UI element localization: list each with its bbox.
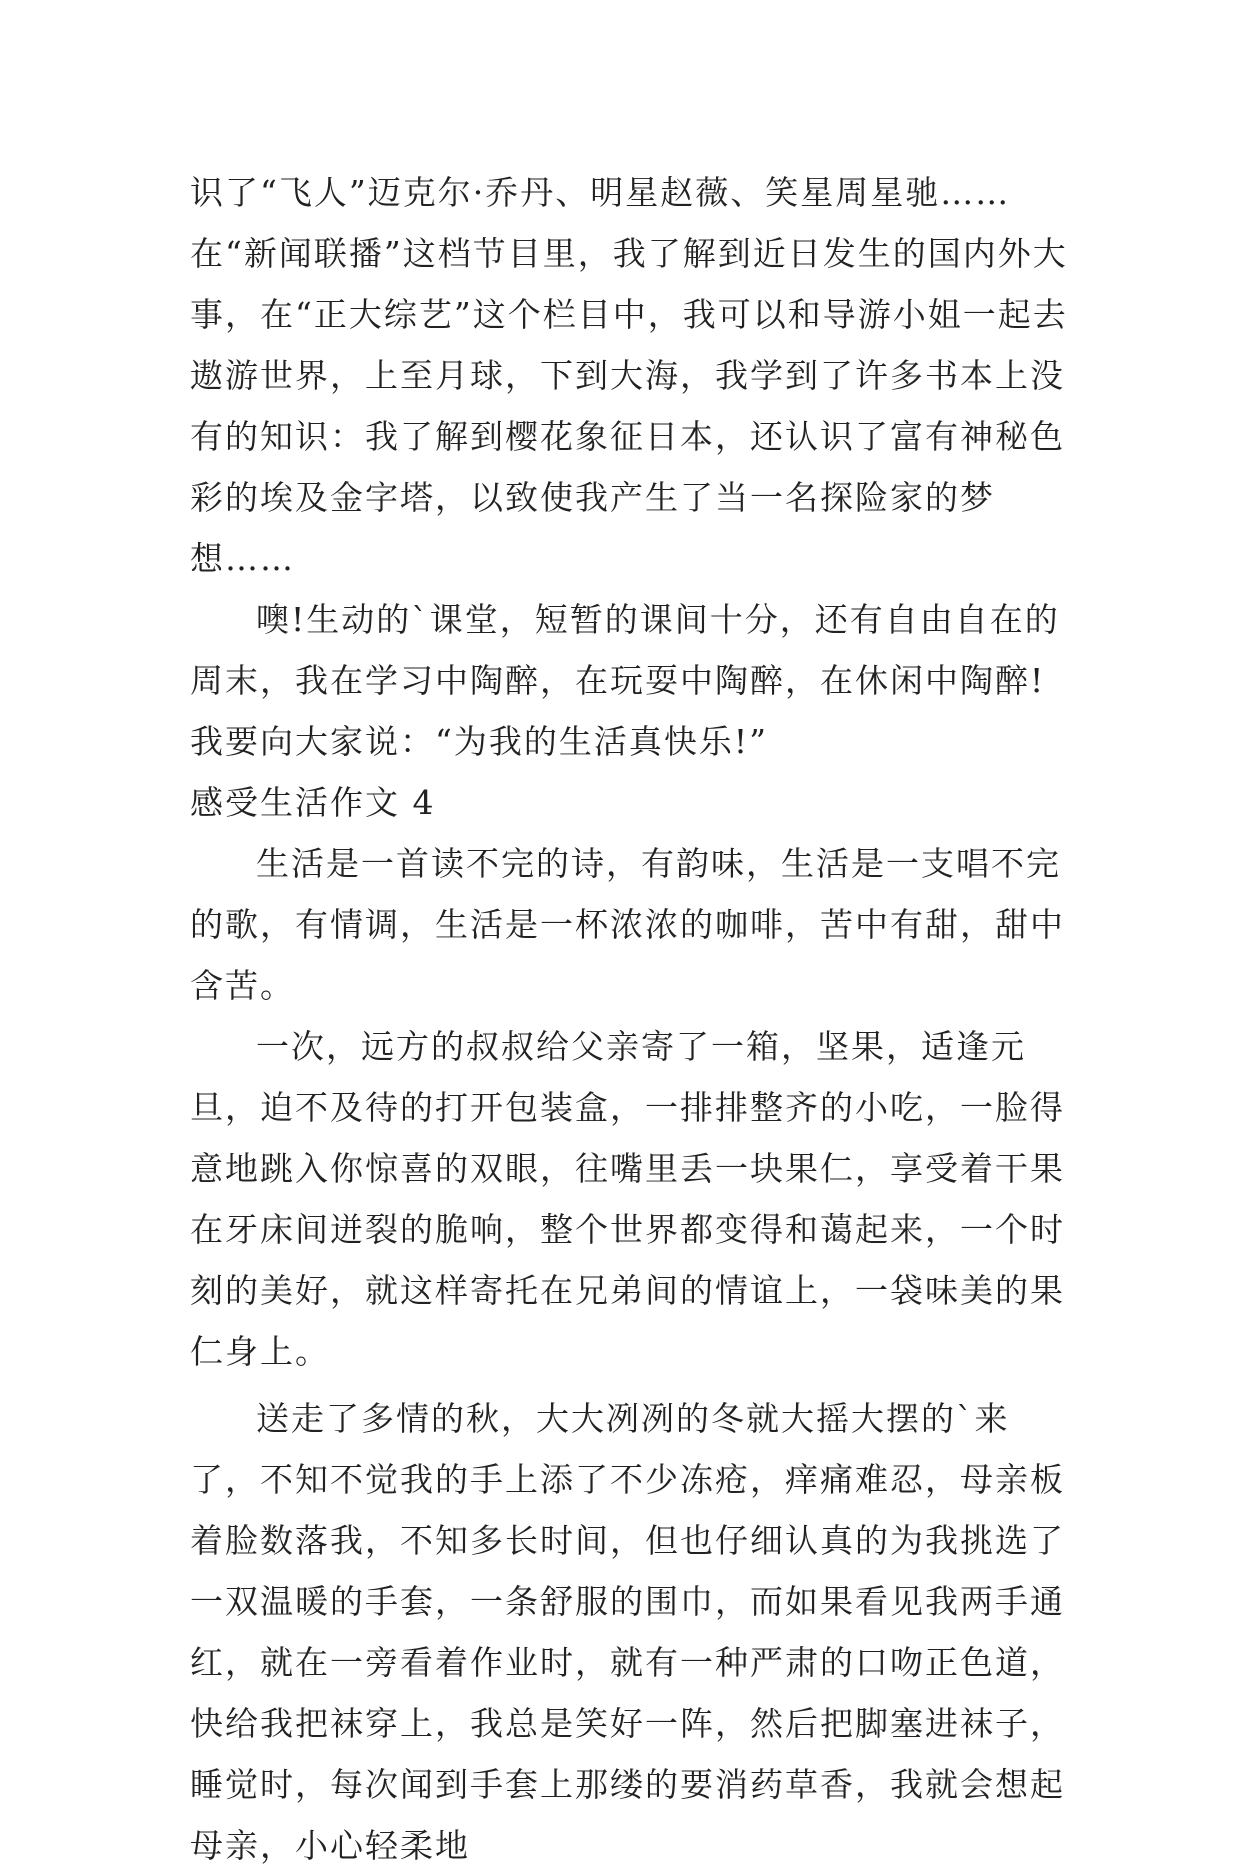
- paragraph: 送走了多情的秋，大大冽冽的冬就大摇大摆的`来了，不知不觉我的手上添了不少冻疮，痒痛难忍，母亲板着脸数落我，不知多长时间，但也仔细认真的为我挑选了一双温暖的手套，一条舒服的围巾，而如果看见我两手通红，就在一旁看着作业时，就有一种严肃的口吻正色道，快给我把袜穿上，我总是笑好一阵，然后把脚塞进袜子，睡觉时，每次闻到手套上那缕的要消药草香，我就会想起母亲，小心轻柔地: [190, 1399, 1065, 1865]
- document-body: [190, 162, 1070, 1876]
- paragraph: 生活是一首读不完的诗，有韵味，生活是一支唱不完的歌，有情调，生活是一杯浓浓的咖啡，苦中有甜，甜中含苦。: [190, 844, 1065, 1005]
- paragraph-continued: 识了“飞人”迈克尔·乔丹、明星赵薇、笑星周星驰……在“新闻联播”这档节目里，我了解到近日发生的国内外大事，在“正大综艺”这个栏目中，我可以和导游小姐一起去遨游世界，上至月球，下到大海，我学到了许多书本上没有的知识：我了解到樱花象征日本，还认识了富有神秘色彩的埃及金字塔，以致使我产生了当一名探险家的梦想……: [190, 173, 1068, 578]
- section-title: 感受生活作文 4: [190, 783, 436, 822]
- paragraph: 一次，远方的叔叔给父亲寄了一箱，坚果，适逢元旦，迫不及待的打开包装盒，一排排整齐的小吃，一脸得意地跳入你惊喜的双眼，往嘴里丢一块果仁，享受着干果在牙床间迸裂的脆响，整个世界都变得和蔼起来，一个时刻的美好，就这样寄托在兄弟间的情谊上，一袋味美的果仁身上。: [190, 1027, 1065, 1371]
- paragraph: 噢!生动的`课堂，短暂的课间十分，还有自由自在的周末，我在学习中陶醉，在玩耍中陶醉，在休闲中陶醉!我要向大家说：“为我的生活真快乐!”: [190, 600, 1060, 761]
